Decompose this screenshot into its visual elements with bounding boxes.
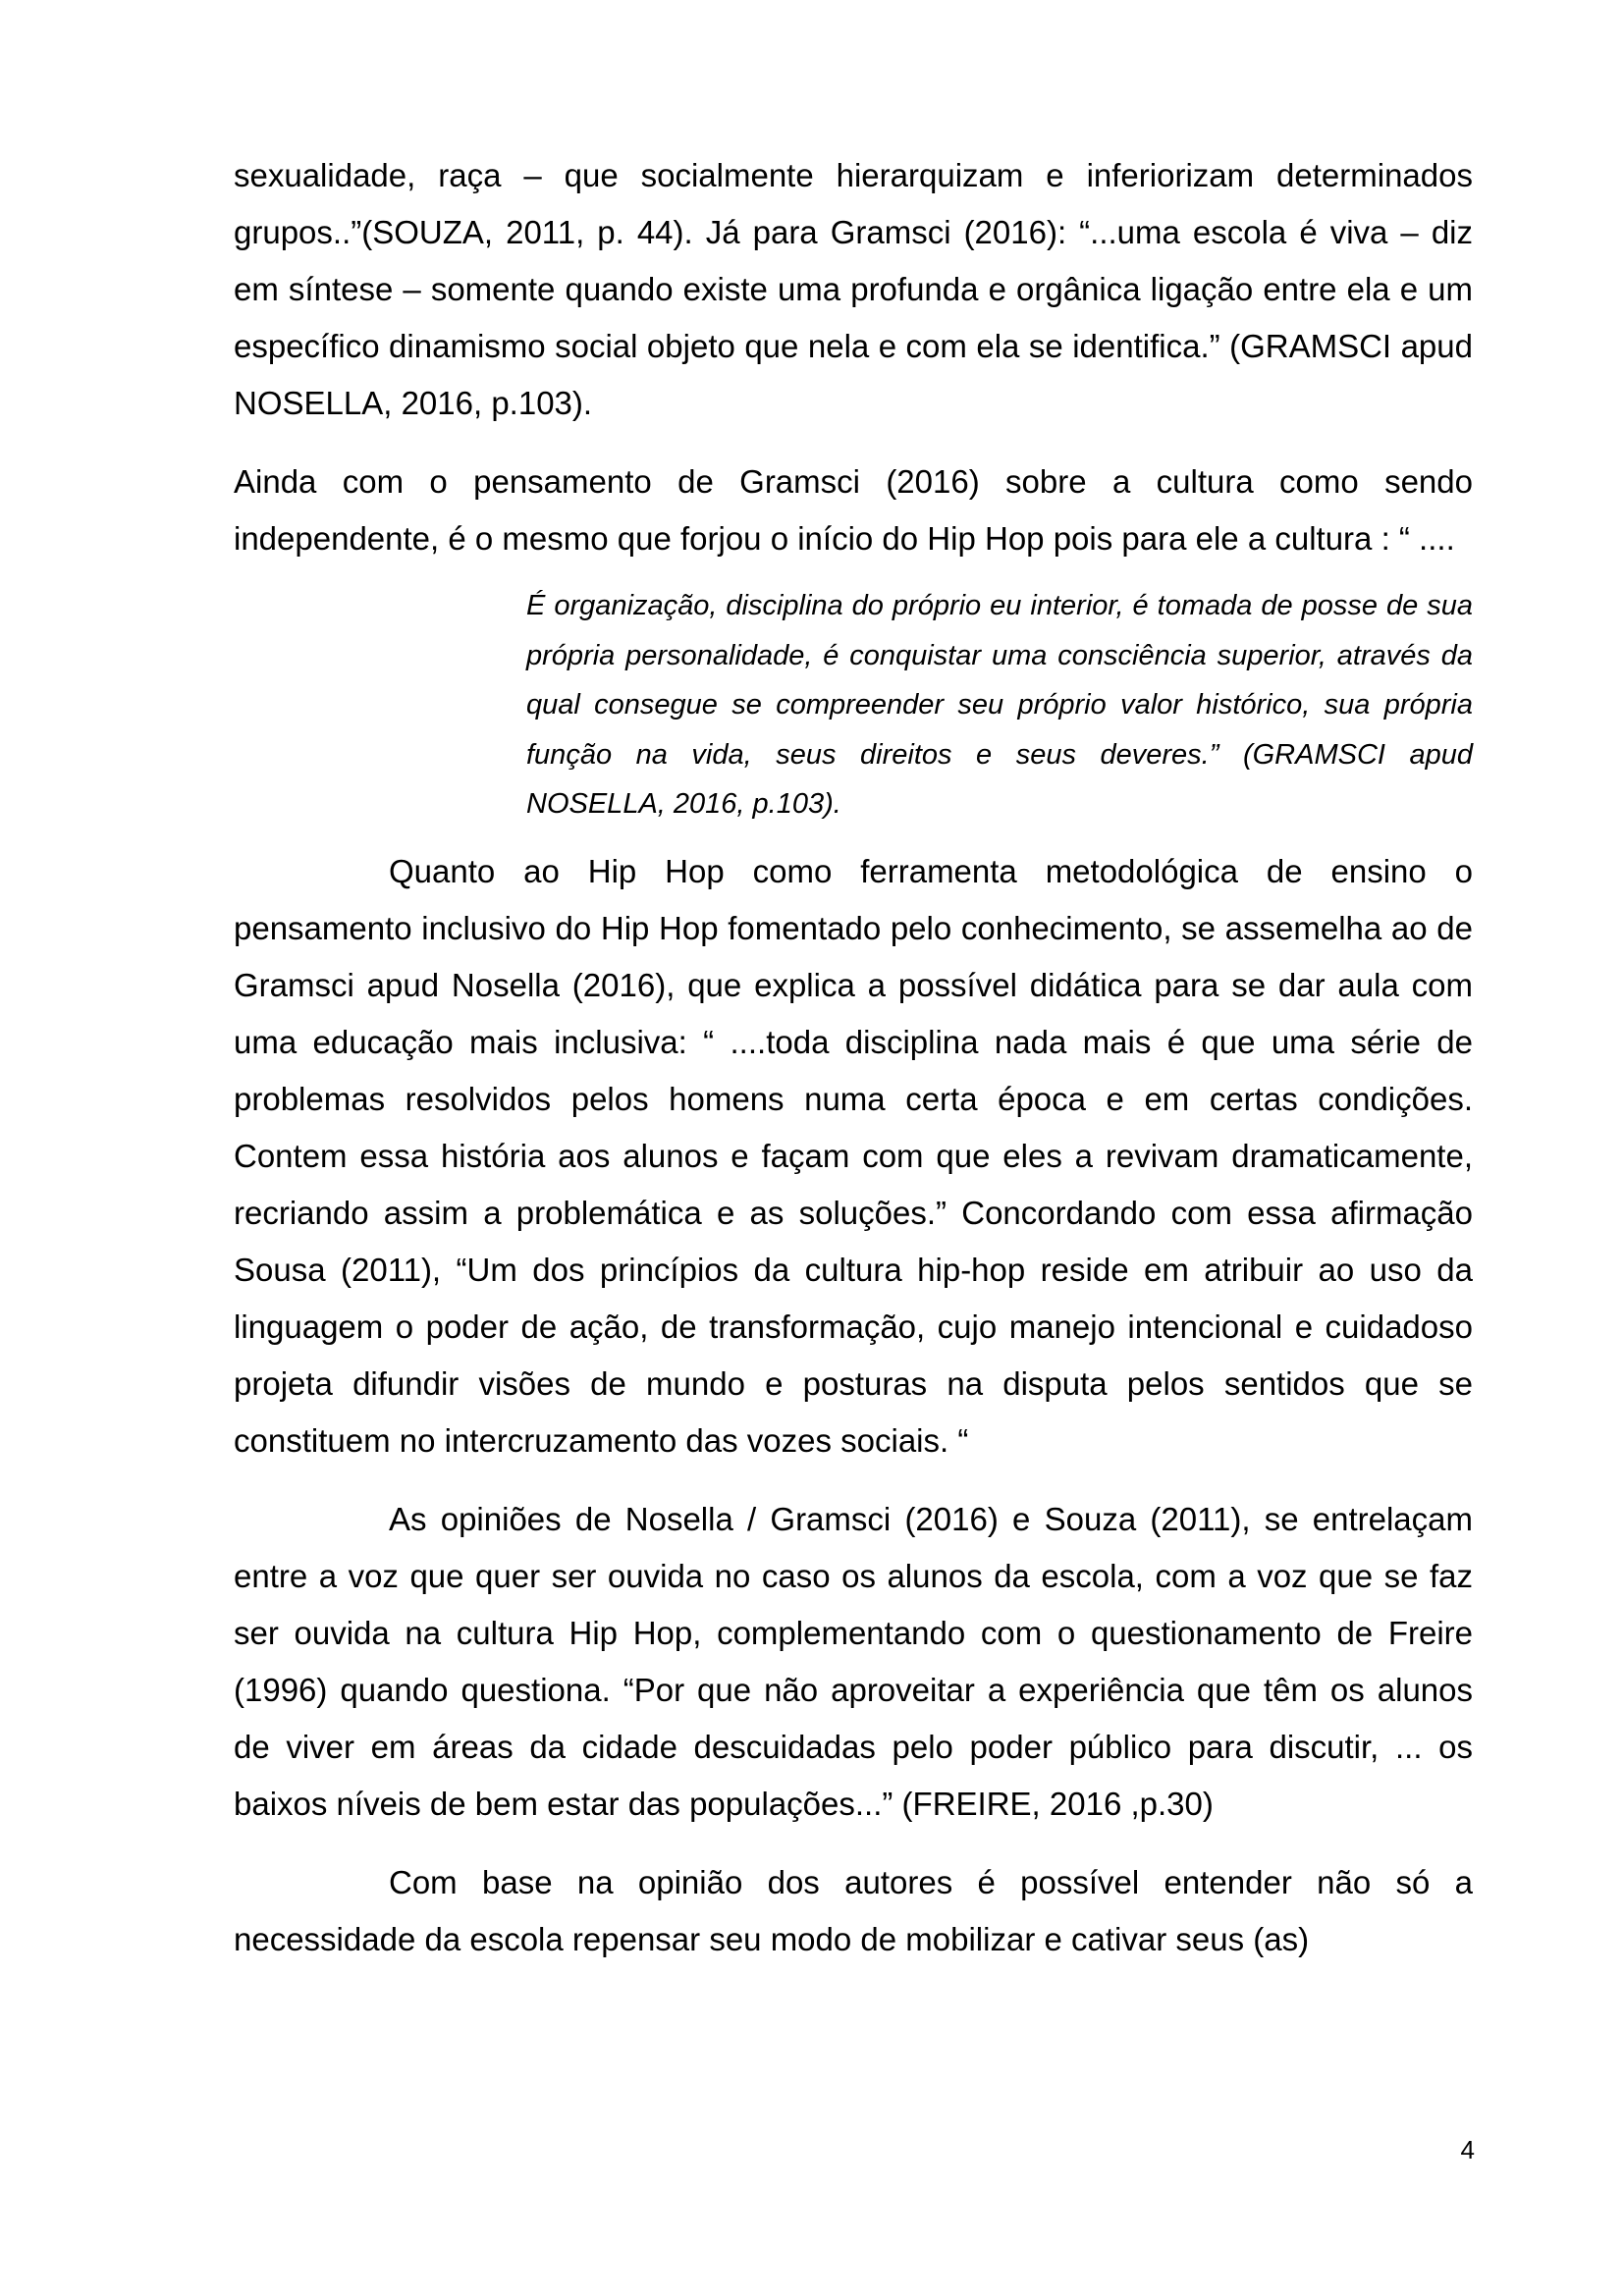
block-quote: É organização, disciplina do próprio eu interior, é tomada de posse de sua própria personalidade, é conquistar uma consciência superior, através da qual consegue se compreender seu próprio valor histórico, sua própria função na vida, seus direitos e seus deveres.” (GRAMSCI apud NOSELLA, 2016, p.103).	[526, 590, 1473, 820]
paragraph-1: sexualidade, raça – que socialmente hierarquizam e inferiorizam determinados grupos..”(SOUZA, 2011, p. 44). Já para Gramsci (2016): “...uma escola é viva – diz em síntese – somente quando existe uma profunda e orgânica ligação entre ela e um específico dinamismo social objeto que nela e com ela se identifica.” (GRAMSCI apud NOSELLA, 2016, p.103).	[234, 157, 1473, 421]
paragraph-2: Ainda com o pensamento de Gramsci (2016) sobre a cultura como sendo independente, é o mesmo que forjou o início do Hip Hop pois para ele a cultura : “ ....	[234, 463, 1473, 557]
document-body	[234, 147, 1473, 1968]
paragraph-4: As opiniões de Nosella / Gramsci (2016) e Souza (2011), se entrelaçam entre a voz que quer ser ouvida no caso os alunos da escola, com a voz que se faz ser ouvida na cultura Hip Hop, complementando com o questionamento de Freire (1996) quando questiona. “Por que não aproveitar a experiência que têm os alunos de viver em áreas da cidade descuidadas pelo poder público para discutir, ... os baixos níveis de bem estar das populações...” (FREIRE, 2016 ,p.30)	[234, 1500, 1473, 1822]
paragraph-3: Quanto ao Hip Hop como ferramenta metodológica de ensino o pensamento inclusivo do Hip Hop fomentado pelo conhecimento, se assemelha ao de Gramsci apud Nosella (2016), que explica a possível didática para se dar aula com uma educação mais inclusiva: “ ....toda disciplina nada mais é que uma série de problemas resolvidos pelos homens numa certa época e em certas condições. Contem essa história aos alunos e façam com que eles a revivam dramaticamente, recriando assim a problemática e as soluções.” Concordando com essa afirmação Sousa (2011), “Um dos princípios da cultura hip-hop reside em atribuir ao uso da linguagem o poder de ação, de transformação, cujo manejo intencional e cuidadoso projeta difundir visões de mundo e posturas na disputa pelos sentidos que se constituem no intercruzamento das vozes sociais. “	[234, 852, 1473, 1459]
paragraph-5: Com base na opinião dos autores é possível entender não só a necessidade da escola repensar seu modo de mobilizar e cativar seus (as)	[234, 1863, 1473, 1957]
page-number: 4	[1460, 2135, 1475, 2164]
